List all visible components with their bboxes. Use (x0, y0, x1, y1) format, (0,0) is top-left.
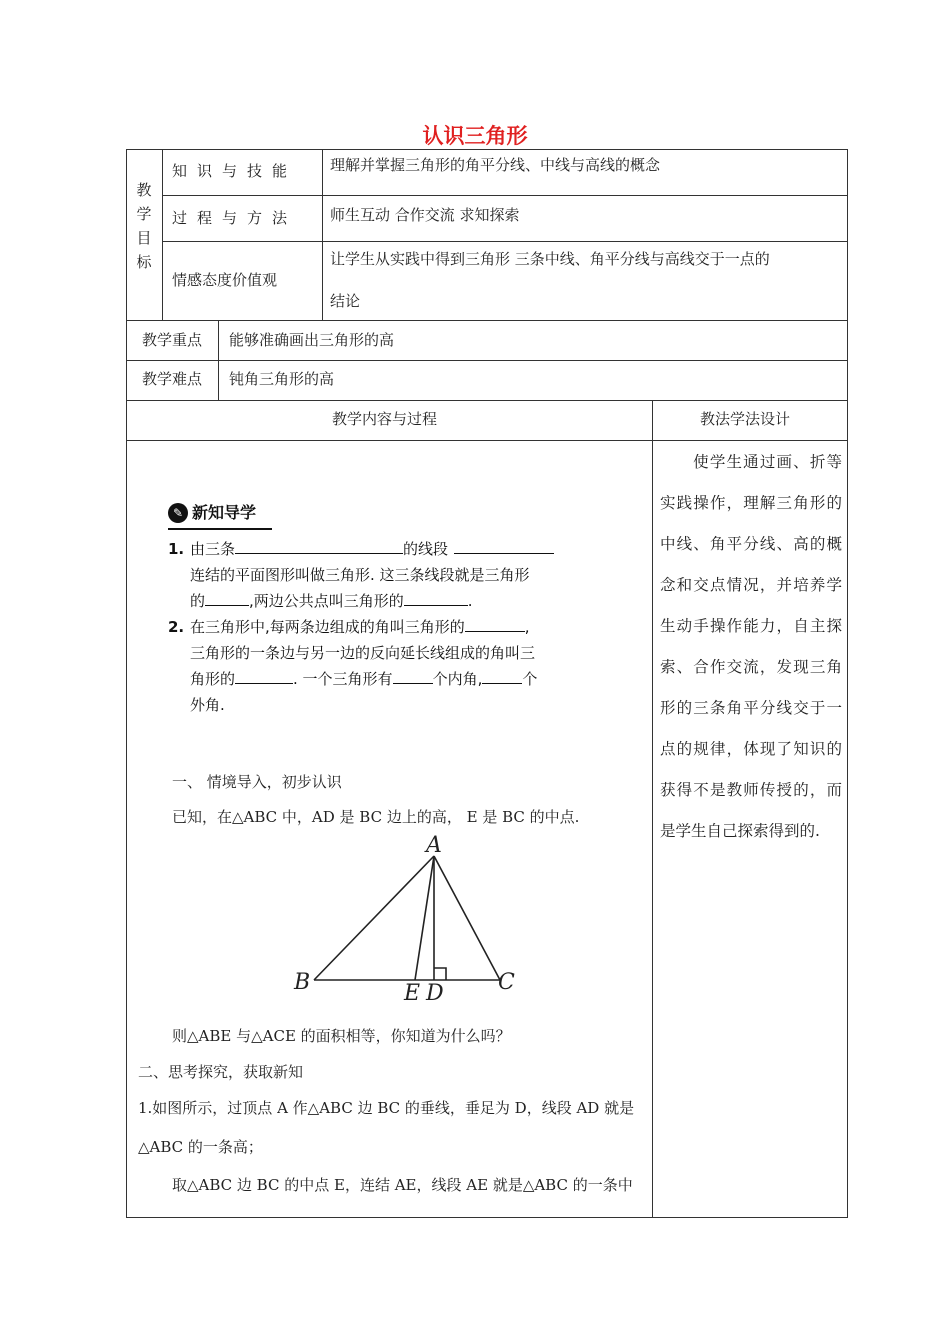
section1-given: 已知，在△ABC 中，AD 是 BC 边上的高， E 是 BC 的中点. (172, 808, 580, 826)
vertex-label-b: B (294, 970, 311, 995)
vertex-label-a: A (426, 833, 442, 858)
objective-content-knowledge: 理解并掌握三角形的角平分线、中线与高线的概念 (330, 156, 661, 174)
key-point-label: 教学重点 (142, 331, 203, 349)
knowledge-item-1: 1. 由三条 的线段 连结的平面图形叫做三角形. 这三条线段就是三角形 的 ,两边公共点叫三角形的 . (168, 536, 588, 614)
key-point-content: 能够准确画出三角形的高 (229, 331, 395, 349)
section2-paragraph1-line1: 1.如图所示，过顶点 A 作△ABC 边 BC 的垂线，垂足为 D，线段 AD 就是 (138, 1099, 635, 1117)
new-knowledge-box (168, 500, 588, 718)
section1-heading: 一、 情境导入，初步认识 (172, 773, 342, 791)
method-description: 使学生通过画、折等实践操作，理解三角形的中线、角平分线、高的概念和交点情况，并培养学生动手操作能力，自主探索、合作交流，发现三角形的三条角平分线交于一点的规律，体现了知识的获得不是教师传授的，而是学生自己探索得到的. (660, 453, 842, 840)
difficult-point-content: 钝角三角形的高 (229, 370, 335, 388)
objective-content-attitude-line1: 让学生从实践中得到三角形 三条中线、角平分线与高线交于一点的 (330, 250, 770, 268)
section2-heading: 二、思考探究，获取新知 (138, 1063, 304, 1081)
section2-paragraph2: 取△ABC 边 BC 的中点 E，连结 AE，线段 AE 就是△ABC 的一条中 (172, 1176, 633, 1194)
column-header-method: 教法学法设计 (700, 410, 791, 428)
objectives-section-label: 教 学 目 标 (136, 181, 152, 271)
objective-content-attitude-line2: 结论 (330, 292, 361, 310)
objective-label-knowledge: 知识与技能 (172, 162, 298, 180)
section1-question: 则△ABE 与△ACE 的面积相等，你知道为什么吗？ (172, 1027, 511, 1045)
vertex-label-c: C (498, 970, 515, 995)
objective-label-attitude: 情感态度价值观 (172, 271, 278, 289)
new-knowledge-header: ✎ 新知导学 (168, 500, 272, 530)
page-title: 认识三角形 (422, 124, 528, 148)
point-label-d: D (426, 981, 444, 1006)
pencil-badge-icon: ✎ (168, 503, 188, 523)
objective-label-process: 过程与方法 (172, 209, 298, 227)
point-label-e: E (404, 981, 421, 1006)
objective-content-process: 师生互动 合作交流 求知探索 (330, 206, 520, 224)
section2-paragraph1-line2: △ABC 的一条高； (138, 1138, 263, 1156)
column-header-content: 教学内容与过程 (332, 410, 438, 428)
knowledge-item-2: 2. 在三角形中,每两条边组成的角叫三角形的 , 三角形的一条边与另一边的反向延长线组成的角叫三 角形的 . 一个三角形有 个内角, 个 外角. (168, 614, 588, 718)
difficult-point-label: 教学难点 (142, 370, 203, 388)
triangle-figure (280, 832, 540, 1012)
